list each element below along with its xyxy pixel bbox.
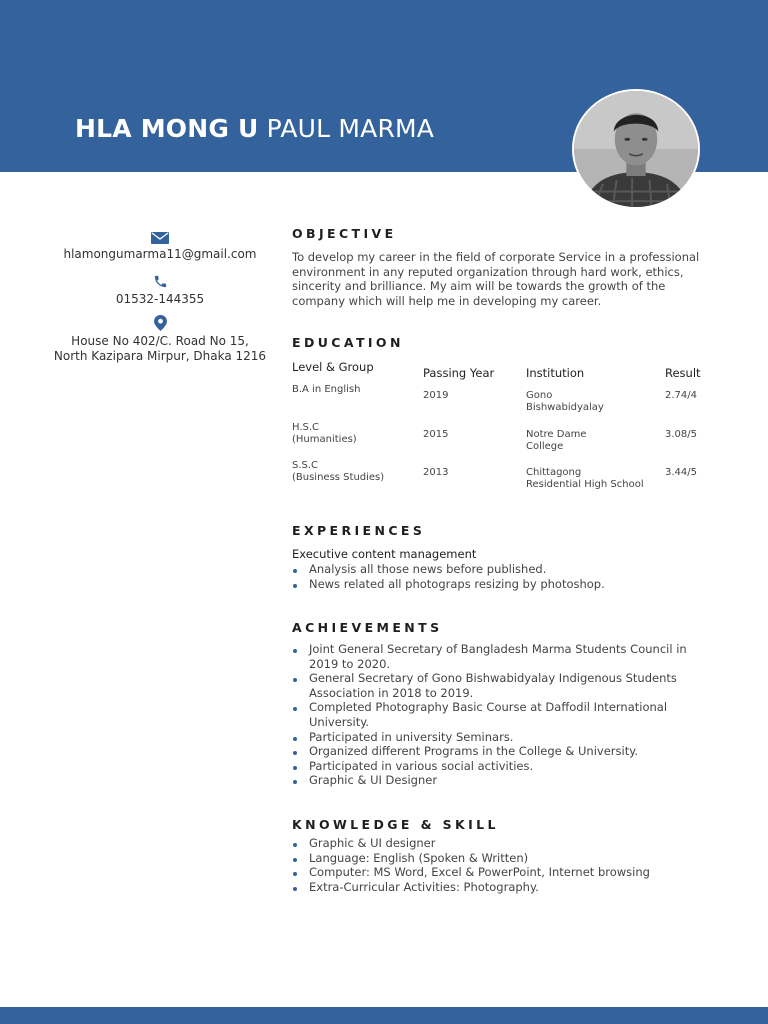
achievements-heading: ACHIEVEMENTS <box>292 620 443 635</box>
experiences-heading: EXPERIENCES <box>292 523 426 538</box>
address-line-1: House No 402/C. Road No 15, <box>71 334 249 348</box>
experience-list <box>292 562 702 591</box>
edu-row-2-level <box>292 422 357 445</box>
edu-row-1-year: 2019 <box>423 390 449 401</box>
phone-icon <box>153 274 168 289</box>
list-item: Analysis all those news before published. <box>292 562 702 577</box>
edu-row-1-result: 2.74/4 <box>665 390 697 401</box>
edu-header-level: Level & Group <box>292 360 374 374</box>
experience-role: Executive content management <box>292 547 477 561</box>
achievements-list <box>292 642 702 788</box>
edu-row-3-level <box>292 460 384 483</box>
list-item: Completed Photography Basic Course at Daffodil International University. <box>292 700 702 729</box>
edu-row-2-result: 3.08/5 <box>665 429 697 440</box>
candidate-name <box>75 114 434 143</box>
name-last: PAUL MARMA <box>266 114 435 143</box>
list-item: Joint General Secretary of Bangladesh Marma Students Council in 2019 to 2020. <box>292 642 702 671</box>
contact-email <box>40 232 280 261</box>
edu-inst-2: Bishwabidyalay <box>526 401 604 413</box>
edu-row-3-result: 3.44/5 <box>665 467 697 478</box>
edu-header-year: Passing Year <box>423 366 495 380</box>
list-item: General Secretary of Gono Bishwabidyalay Indigenous Students Association in 2018 to 2019. <box>292 671 702 700</box>
profile-photo <box>572 89 700 209</box>
list-item: Language: English (Spoken & Written) <box>292 851 702 866</box>
email-text[interactable]: hlamongumarma11@gmail.com <box>63 247 257 261</box>
location-pin-icon <box>154 315 167 331</box>
edu-inst-2: College <box>526 440 564 452</box>
skills-list <box>292 836 702 894</box>
objective-heading: OBJECTIVE <box>292 226 397 241</box>
list-item: Participated in university Seminars. <box>292 730 702 745</box>
edu-level-2: (Humanities) <box>292 433 357 445</box>
skills-heading: KNOWLEDGE & SKILL <box>292 817 499 832</box>
contact-phone <box>40 274 280 306</box>
edu-inst: Chittagong <box>526 467 582 478</box>
edu-inst: Gono <box>526 390 553 401</box>
edu-inst-2: Residential High School <box>526 478 644 490</box>
edu-row-1-institution <box>526 390 604 413</box>
edu-row-3-year: 2013 <box>423 467 449 478</box>
edu-level: B.A in English <box>292 384 361 395</box>
list-item: Organized different Programs in the College & University. <box>292 744 702 759</box>
list-item: Graphic & UI designer <box>292 836 702 851</box>
envelope-icon <box>151 232 169 244</box>
edu-row-1-level <box>292 384 360 396</box>
address-line-2: North Kazipara Mirpur, Dhaka 1216 <box>53 349 267 363</box>
edu-level-2: (Business Studies) <box>292 471 385 483</box>
edu-level: S.S.C <box>292 460 319 471</box>
education-heading: EDUCATION <box>292 335 404 350</box>
name-first: HLA MONG U <box>75 114 259 143</box>
footer-band <box>0 1007 768 1024</box>
edu-header-institution: Institution <box>526 366 585 380</box>
list-item: Extra-Curricular Activities: Photography. <box>292 880 702 895</box>
list-item: Participated in various social activities. <box>292 759 702 774</box>
contact-address <box>40 315 280 364</box>
edu-row-2-year: 2015 <box>423 429 449 440</box>
list-item: Graphic & UI Designer <box>292 773 702 788</box>
list-item: Computer: MS Word, Excel & PowerPoint, Internet browsing <box>292 865 702 880</box>
phone-text: 01532-144355 <box>115 292 205 306</box>
edu-header-result: Result <box>665 366 701 380</box>
objective-text: To develop my career in the field of corporate Service in a professional environment in any reputed organization through hard work, ethics, sincerity and brilliance. My aim will be towards the growth of the company which will help me in developing my career. <box>292 250 700 308</box>
edu-row-3-institution <box>526 467 644 490</box>
edu-inst: Notre Dame <box>526 429 587 440</box>
edu-level: H.S.C <box>292 422 320 433</box>
edu-row-2-institution <box>526 429 586 452</box>
list-item: News related all photograps resizing by photoshop. <box>292 577 702 592</box>
